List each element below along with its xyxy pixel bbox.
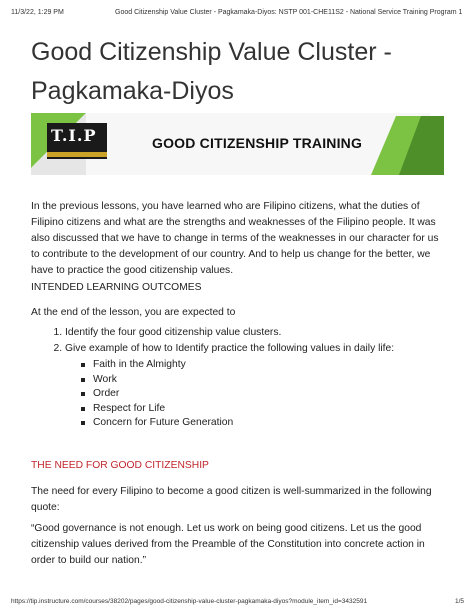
quote-paragraph: “Good governance is not enough. Let us work on being good citizens. Let us the good citizenship values derived from the Preamble of the Constitution into concrete action in order to build our nation.” <box>31 523 425 566</box>
print-timestamp: 11/3/22, 1:29 PM <box>11 9 64 16</box>
page-title: Good Citizenship Value Cluster - Pagkamaka-Diyos <box>31 38 392 105</box>
print-doc-title: Good Citizenship Value Cluster - Pagkamaka-Diyos: NSTP 001-CHE11S2 - National Service Training Program 1 <box>115 9 463 16</box>
end-of-lesson-text: At the end of the lesson, you are expected to <box>31 307 236 318</box>
value-item: Respect for Life <box>79 402 233 417</box>
ilo-heading: INTENDED LEARNING OUTCOMES <box>31 282 202 293</box>
need-heading: THE NEED FOR GOOD CITIZENSHIP <box>31 460 209 471</box>
tip-logo: T.I.P <box>51 126 97 145</box>
logo-stripe <box>47 152 107 157</box>
outcome-item: 1. Identify the four good citizenship value clusters. <box>65 325 465 341</box>
footer-url: https://tip.instructure.com/courses/38202/pages/good-citizenship-value-cluster-pagkamaka-diyos?module_item_id=3432591 <box>11 598 368 605</box>
banner <box>31 113 444 175</box>
values-list <box>79 358 233 431</box>
value-item: Order <box>79 387 233 402</box>
value-item: Faith in the Almighty <box>79 358 233 373</box>
value-item: Concern for Future Generation <box>79 416 233 431</box>
outcome-item: 2. Give example of how to Identify practice the following values in daily life: <box>65 341 465 357</box>
outcomes-list <box>47 325 465 356</box>
page-number: 1/5 <box>454 598 464 605</box>
banner-heading: GOOD CITIZENSHIP TRAINING <box>152 135 363 151</box>
intro-paragraph: In the previous lessons, you have learned who are Filipino citizens, what the duties of Filipino citizens and what are the strengths and weaknesses of the Filipino people. It was also discussed that we have to change in terms of the weaknesses in our character for us to contribute to the development of our country. And to help us change for the better, we have to practice the good citizenship values. <box>31 201 439 276</box>
value-item: Work <box>79 373 233 388</box>
need-paragraph: The need for every Filipino to become a good citizen is well-summarized in the following quote: <box>31 486 432 513</box>
